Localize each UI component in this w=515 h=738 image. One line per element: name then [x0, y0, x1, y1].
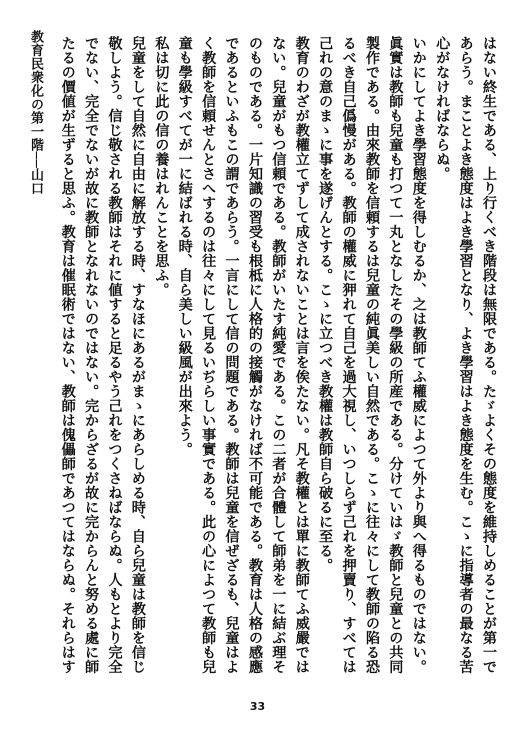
paragraph: 兒童をして自然に自由に解放する時、すなほにあるがまゝにあらしめる時、自ら兒童は教師を信じ敬しよう。信じ敬される教師はそれに値すると足るやう己れをつくさねばならぬ。人もとより完全でない、完全でないが故に教師となれないのではない。完からざるが故に完からんと努める處に師たるの價値が生ずると思ふ。教育は催眠術ではない、教師は傀儡師であつてはならぬ。それらはす — [60, 36, 146, 674]
running-head: 教育民衆化の第一階──山口 — [28, 30, 43, 196]
paragraph: 私は切に此の信の養はれんことを思ふ。 — [153, 36, 170, 297]
paragraph: いかにしてよき學習態度を得しむるか、之は教師てふ權威によつて外より與へ得るものではない。眞實は教師も兒童も打つて一丸となしたその學級の所産である。分けていはゞ教師と兒童との共同製作である。由來教師を信頼するは兒童の純眞美しい自然である。こゝに往々にして教師の陷る恐るべき自己僞慢がある。教師の權威に狎れて自己を過大視し、いつしらず己れを押賣り、すべては己れの意のまゝに事を遂げんとする。こゝに立つべき教權は教師自ら破るに至る。 — [317, 36, 427, 674]
paragraph: 教育のわざが教權立てずして成されないことは言を俟たない。凡そ教權とは單に教師てふ威嚴ではない。兒童がもつ信頼である。教師がいたす純愛である。この二者が合體して師弟を一に結ぶ理そのものである。一片知識の習受も根柢に人格的の接觸がなければ不可能である。教育は人格の感應であるといふもこの謂であらう。一言にして信の問題である。教師は兒童を信ぜざるも、兒童はよく教師を信頼せんとさへするのは往々にして見るいぢらしい事實である。此の心によつて教師も兒童も學級すべてが一に結ばれる時、自ら美しい級風が出來よう。 — [176, 36, 310, 674]
page-number: 33 — [249, 700, 266, 713]
paragraph: はない終生である、上り行くべき階段は無限である。たゞよくその態度を維持しめることが第一であらう。まことよき態度はよき學習となり、よき學習はよき態度を生む。こゝに指導者の最なる苦心がなければならぬ。 — [434, 36, 497, 674]
body-text — [60, 36, 500, 686]
